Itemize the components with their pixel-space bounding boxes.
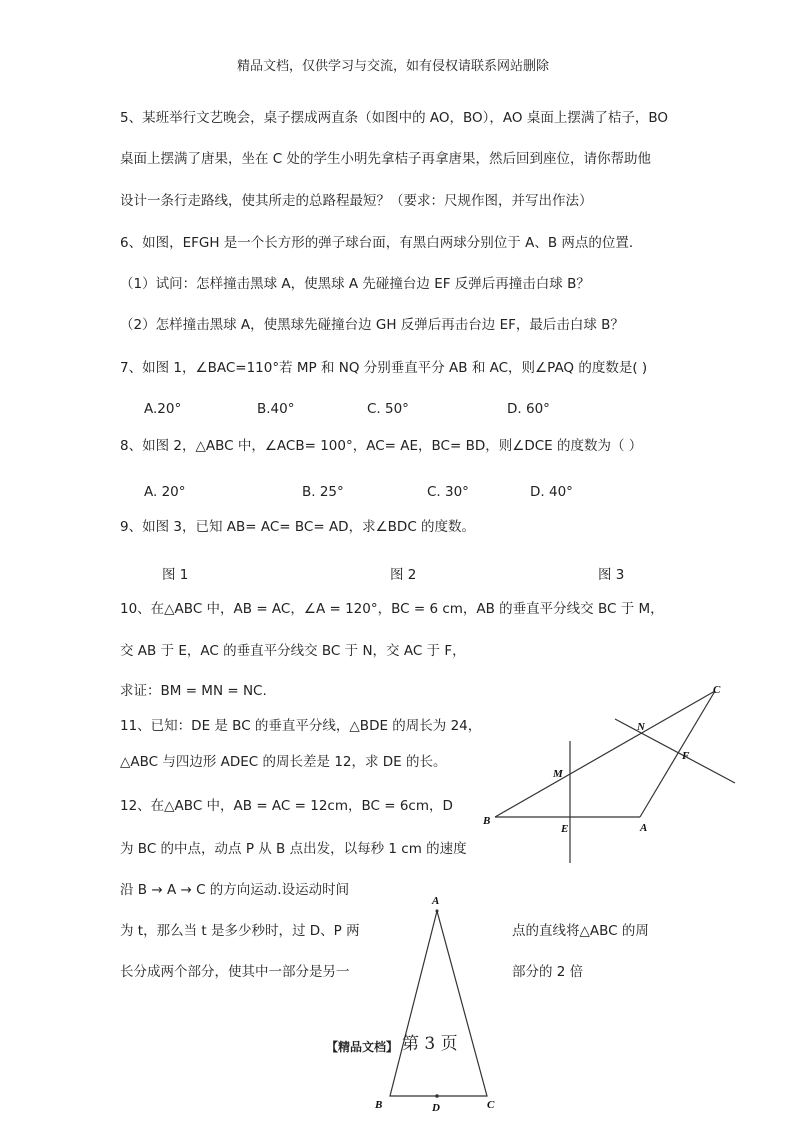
q5-line1: 5、某班举行文艺晚会，桌子摆成两直条（如图中的 AO，BO），AO 桌面上摆满了桔子，BO	[120, 110, 668, 126]
footer-page-number: 第 3 页	[402, 1034, 458, 1054]
footer-tag: 【精品文档】	[326, 1040, 399, 1054]
point-label-b: B	[375, 1099, 383, 1111]
q8-option-c: C. 30°	[427, 484, 469, 500]
segment-ac	[640, 691, 715, 817]
figure-caption-2: 图 2	[390, 567, 417, 583]
perpendicular-bisector-ac	[615, 719, 735, 783]
q12-line4: 为 t，那么当 t 是多少秒时，过 D、P 两	[120, 923, 360, 939]
q10-figure	[480, 683, 730, 863]
q7-option-b: B.40°	[257, 401, 295, 417]
figure-caption-1: 图 1	[162, 567, 189, 583]
vertex-a	[436, 910, 439, 913]
q12-line6: 长分成两个部分，使其中一部分是另一	[120, 964, 350, 980]
q7-option-d: D. 60°	[507, 401, 550, 417]
q7-option-c: C. 50°	[367, 401, 409, 417]
midpoint-d	[435, 1094, 439, 1098]
point-label-f: F	[682, 750, 690, 762]
q8-option-a: A. 20°	[144, 484, 186, 500]
q6-part1: （1）试问：怎样撞击黑球 A，使黑球 A 先碰撞台边 EF 反弹后再撞击白球 B？	[120, 276, 590, 292]
q12-line5-right: 点的直线将△ABC 的周	[512, 923, 649, 939]
q6-part2: （2）怎样撞击黑球 A，使黑球先碰撞台边 GH 反弹后再击台边 EF，最后击白球 B？	[120, 317, 624, 333]
q5-line3: 设计一条行走路线，使其所走的总路程最短？（要求：尺规作图，并写出作法）	[120, 193, 593, 209]
q11-line2: △ABC 与四边形 ADEC 的周长差是 12，求 DE 的长。	[120, 754, 447, 770]
point-label-m: M	[553, 768, 563, 780]
q8-option-d: D. 40°	[530, 484, 573, 500]
point-label-e: E	[561, 823, 569, 835]
q6-line1: 6、如图，EFGH 是一个长方形的弹子球台面，有黑白两球分别位于 A、B 两点的位置．	[120, 235, 643, 251]
point-label-a: A	[432, 895, 440, 907]
q10-line3: 求证：BM = MN = NC.	[120, 683, 267, 699]
q12-line3: 沿 B → A → C 的方向运动.设运动时间	[120, 882, 350, 898]
page-header: 精品文档，仅供学习与交流，如有侵权请联系网站删除	[237, 59, 550, 74]
point-label-n: N	[637, 721, 645, 733]
triangle-abc	[390, 911, 487, 1096]
q12-figure	[370, 893, 500, 1118]
q8-stem: 8、如图 2，△ABC 中，∠ACB= 100°，AC= AE，BC= BD，则∠DCE 的度数为（ ）	[120, 438, 643, 454]
point-label-b: B	[483, 815, 491, 827]
q11-line1: 11、已知：DE 是 BC 的垂直平分线，△BDE 的周长为 24，	[120, 718, 482, 734]
q7-stem: 7、如图 1，∠BAC=110°若 MP 和 NQ 分别垂直平分 AB 和 AC，则∠PAQ 的度数是( )	[120, 360, 648, 376]
q12-line1: 12、在△ABC 中，AB = AC = 12cm，BC = 6cm，D	[120, 798, 453, 814]
q7-option-a: A.20°	[144, 401, 182, 417]
point-label-d: D	[432, 1102, 440, 1114]
q12-line7-right: 部分的 2 倍	[512, 964, 584, 980]
point-label-c: C	[487, 1099, 495, 1111]
q8-option-b: B. 25°	[302, 484, 344, 500]
figure-caption-3: 图 3	[598, 567, 625, 583]
point-label-a: A	[640, 822, 648, 834]
q10-line2: 交 AB 于 E，AC 的垂直平分线交 BC 于 N，交 AC 于 F，	[120, 643, 466, 659]
point-label-c: C	[713, 684, 721, 696]
q12-line2: 为 BC 的中点，动点 P 从 B 点出发，以每秒 1 cm 的速度	[120, 841, 467, 857]
q10-line1: 10、在△ABC 中，AB = AC，∠A = 120°，BC = 6 cm，AB 的垂直平分线交 BC 于 M，	[120, 601, 664, 617]
q5-line2: 桌面上摆满了唐果，坐在 C 处的学生小明先拿桔子再拿唐果，然后回到座位，请你帮助他	[120, 151, 652, 167]
q9-stem: 9、如图 3，已知 AB= AC= BC= AD，求∠BDC 的度数。	[120, 519, 476, 535]
